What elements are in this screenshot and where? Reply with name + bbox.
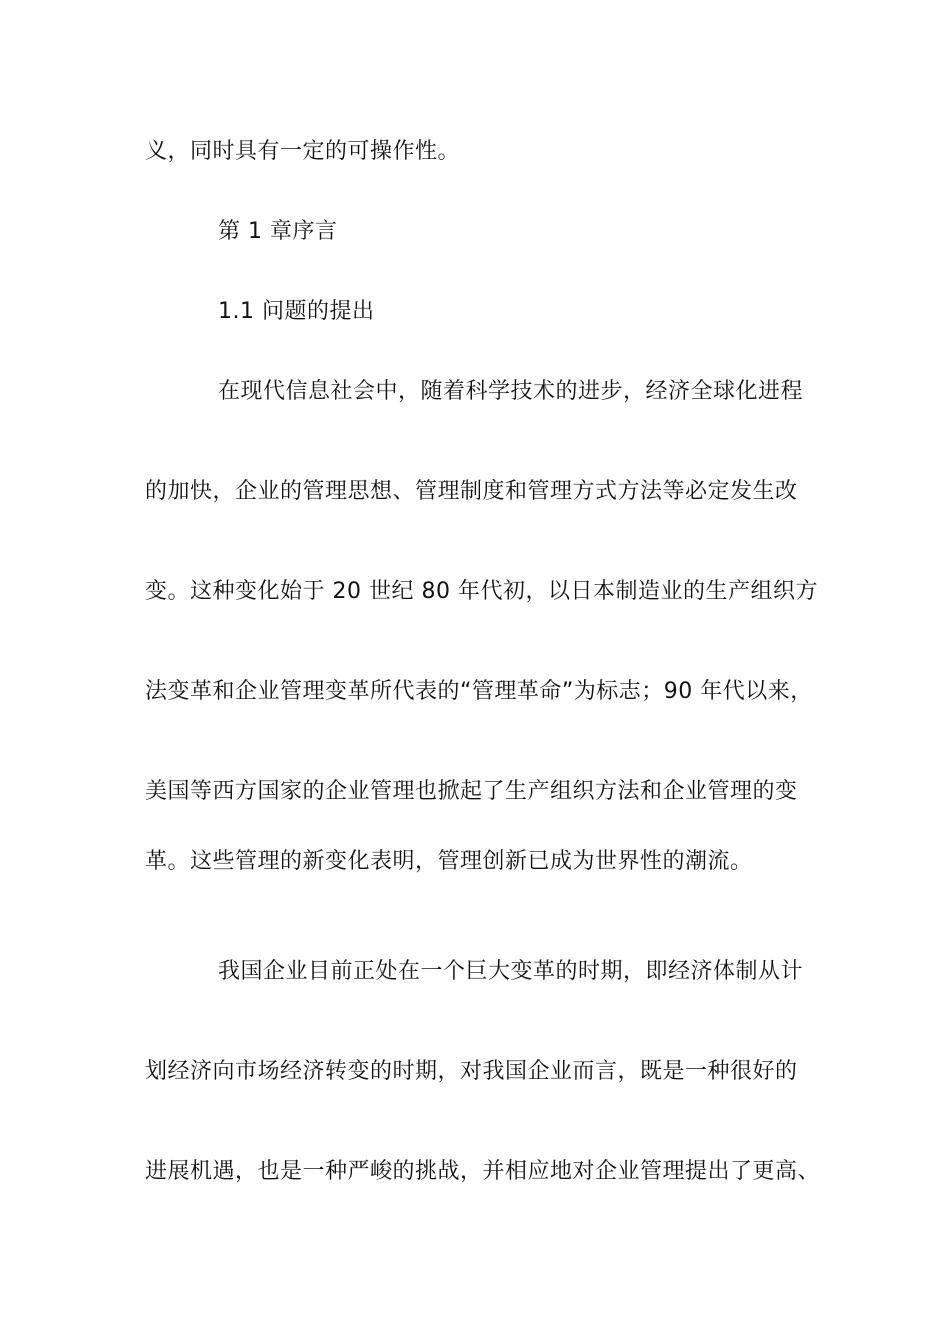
- text-line-9: 革。这些管理的新变化表明，管理创新已成为世界性的潮流。: [145, 849, 753, 874]
- text-line-12: 进展机遇，也是一种严峻的挑战，并相应地对企业管理提出了更高、: [145, 1159, 821, 1184]
- text-line-7: 法变革和企业管理变革所代表的“管理革命”为标志；90 年代以来，: [145, 679, 813, 704]
- text-line-11: 划经济向市场经济转变的时期，对我国企业而言，既是一种很好的: [145, 1059, 798, 1084]
- text-line-5: 的加快，企业的管理思想、管理制度和管理方式方法等必定发生改: [145, 479, 798, 504]
- text-line-8: 美国等西方国家的企业管理也掀起了生产组织方法和企业管理的变: [145, 779, 798, 804]
- section-heading: 1.1 问题的提出: [218, 299, 375, 324]
- text-line-4: 在现代信息社会中，随着科学技术的进步，经济全球化进程: [218, 379, 804, 404]
- text-line-6: 变。这种变化始于 20 世纪 80 年代初，以日本制造业的生产组织方: [145, 579, 818, 604]
- chapter-heading: 第 1 章序言: [218, 219, 338, 244]
- text-line-10: 我国企业目前正处在一个巨大变革的时期，即经济体制从计: [218, 959, 804, 984]
- text-line-1: 义，同时具有一定的可操作性。: [145, 139, 461, 164]
